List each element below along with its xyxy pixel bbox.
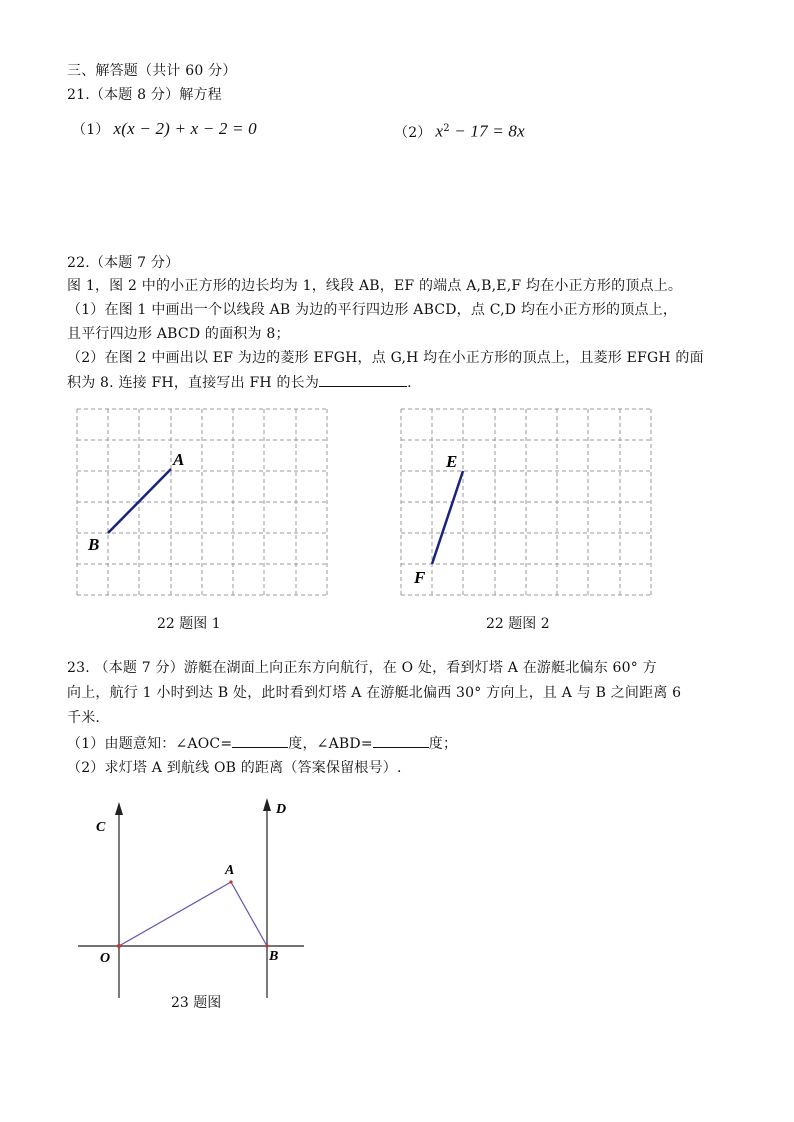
grid-1: [77, 409, 327, 595]
q22-line-1: 图 1，图 2 中的小正方形的边长均为 1，线段 AB，EF 的端点 A,B,E,F 均在小正方形的顶点上。: [67, 278, 683, 294]
q23-figure-caption: 23 题图: [171, 995, 222, 1011]
q21-eq2-exponent: 2: [443, 123, 450, 134]
q23-line-4-part-2: 度，∠ABD=: [288, 736, 373, 752]
point-o-label: O: [100, 951, 111, 966]
angle-abd-answer-blank[interactable]: [373, 733, 429, 748]
q22-title: 22.（本题 7 分）: [67, 255, 180, 271]
point-e-label: E: [446, 452, 458, 471]
q22-line-3: 且平行四边形 ABCD 的面积为 8；: [67, 326, 290, 342]
segment-ab: [231, 882, 267, 946]
q22-line-4: （2）在图 2 中画出以 EF 为边的菱形 EFGH，点 G,H 均在小正方形的顶点上，且菱形 EFGH 的面: [67, 350, 704, 366]
q21-equation-2: [394, 119, 525, 143]
point-a-label: A: [225, 863, 235, 878]
section-heading: 三、解答题（共计 60 分）: [67, 63, 237, 79]
point-a-label: A: [173, 450, 185, 469]
q22-line-5: [67, 372, 412, 393]
q21-title: 21.（本题 8 分）解方程: [67, 87, 222, 103]
point-c-label: C: [96, 820, 106, 835]
point-a: [229, 880, 232, 883]
q22-figure-1: [76, 407, 328, 599]
q23-line-2: 向上，航行 1 小时到达 B 处，此时看到灯塔 A 在游艇北偏西 30° 方向上，且 A 与 B 之间距离 6: [67, 685, 682, 701]
q22-figure-1-caption: 22 题图 1: [157, 616, 221, 632]
q23-line-4: [67, 733, 457, 754]
q22-figure-2-caption: 22 题图 2: [486, 616, 550, 632]
arrow-up-icon: [115, 802, 123, 815]
q23-line-5: （2）求灯塔 A 到航线 OB 的距离（答案保留根号）.: [67, 760, 402, 776]
q21-eq2-label: （2）: [394, 124, 432, 141]
segment-oa: [119, 882, 231, 946]
q22-line-5-period: .: [407, 375, 412, 391]
q21-eq1: x(x − 2) + x − 2 = 0: [113, 119, 257, 138]
grid-2: [401, 409, 651, 595]
point-b-label: B: [88, 535, 100, 554]
point-b: [265, 944, 268, 947]
segment-ef: [432, 471, 463, 564]
fh-length-answer-blank[interactable]: [319, 372, 407, 387]
q22-line-5-text: 积为 8. 连接 FH，直接写出 FH 的长为: [67, 375, 320, 391]
arrow-up-icon: [263, 798, 271, 811]
angle-aoc-answer-blank[interactable]: [232, 733, 288, 748]
point-b-label: B: [269, 949, 279, 964]
q23-figure: [70, 790, 320, 1005]
q21-eq2-base: x: [435, 121, 444, 141]
point-d-label: D: [276, 802, 287, 817]
q23-line-3: 千米.: [67, 710, 101, 726]
q21-eq1-label: （1）: [72, 122, 110, 138]
point-o: [117, 944, 121, 948]
q23-line-1: 23. （本题 7 分）游艇在湖面上向正东方向航行，在 O 处，看到灯塔 A 在游艇北偏东 60° 方: [67, 660, 657, 676]
q23-line-4-part-1: （1）由题意知：∠AOC=: [67, 736, 233, 752]
q22-figure-2: [400, 407, 652, 599]
q21-equation-1: [72, 119, 257, 140]
q23-line-4-part-3: 度；: [428, 736, 458, 752]
point-f-label: F: [414, 568, 426, 587]
q22-line-2: （1）在图 1 中画出一个以线段 AB 为边的平行四边形 ABCD，点 C,D 均在小正方形的顶点上，: [67, 302, 678, 318]
q21-eq2-rest: − 17 = 8x: [449, 121, 525, 141]
